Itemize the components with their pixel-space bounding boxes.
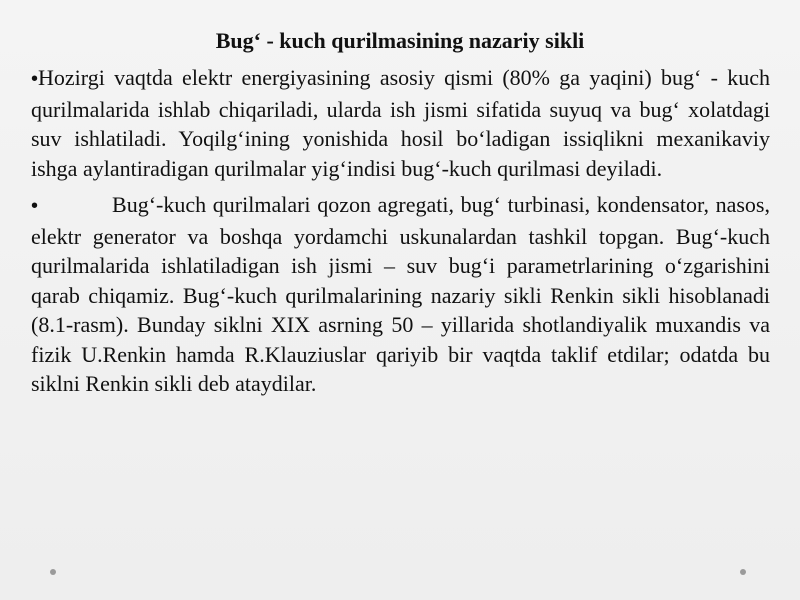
paragraph-text: Bug‘-kuch qurilmalari qozon agregati, bug‘ turbinasi, kondensator, nasos, elektr generator va boshqa yordamchi uskunalardan tashkil topgan. Bug‘-kuch qurilmalarida ishlatiladigan ish jismi – suv bug‘i parametrlarining o‘zgarishini qarab chiqamiz. Bug‘-kuch qurilmalarining nazariy sikli Renkin sikli hisoblanadi (8.1-rasm). Bunday siklni XIX asrning 50 – yillarida shotlandiyalik muxandis va fizik U.Renkin hamda R.Klauziuslar qariyib bir vaqtda taklif etdilar; odatda bu siklni Renkin sikli deb ataydilar. [31,192,770,396]
paragraph-1 [31,63,770,183]
bullet-marker: • [31,68,39,90]
bullet-marker: • [31,195,39,217]
decorative-dot-left [50,569,56,575]
slide-title: Bug‘ - kuch qurilmasining nazariy sikli [215,28,585,53]
paragraph-text: Hozirgi vaqtda elektr energiyasining asosiy qismi (80% ga yaqini) bug‘ - kuch qurilmalarida ishlab chiqariladi, ularda ish jismi sifatida suyuq va bug‘ xolatdagi suv ishlatiladi. Yoqilg‘ining yonishida hosil bo‘ladigan issiqlikni mexanikaviy ishga aylantiradigan qurilmalar yig‘indisi bug‘-kuch qurilmasi deyiladi. [31,65,770,181]
decorative-dot-right [740,569,746,575]
slide-body [31,63,770,406]
paragraph-2 [31,190,770,399]
